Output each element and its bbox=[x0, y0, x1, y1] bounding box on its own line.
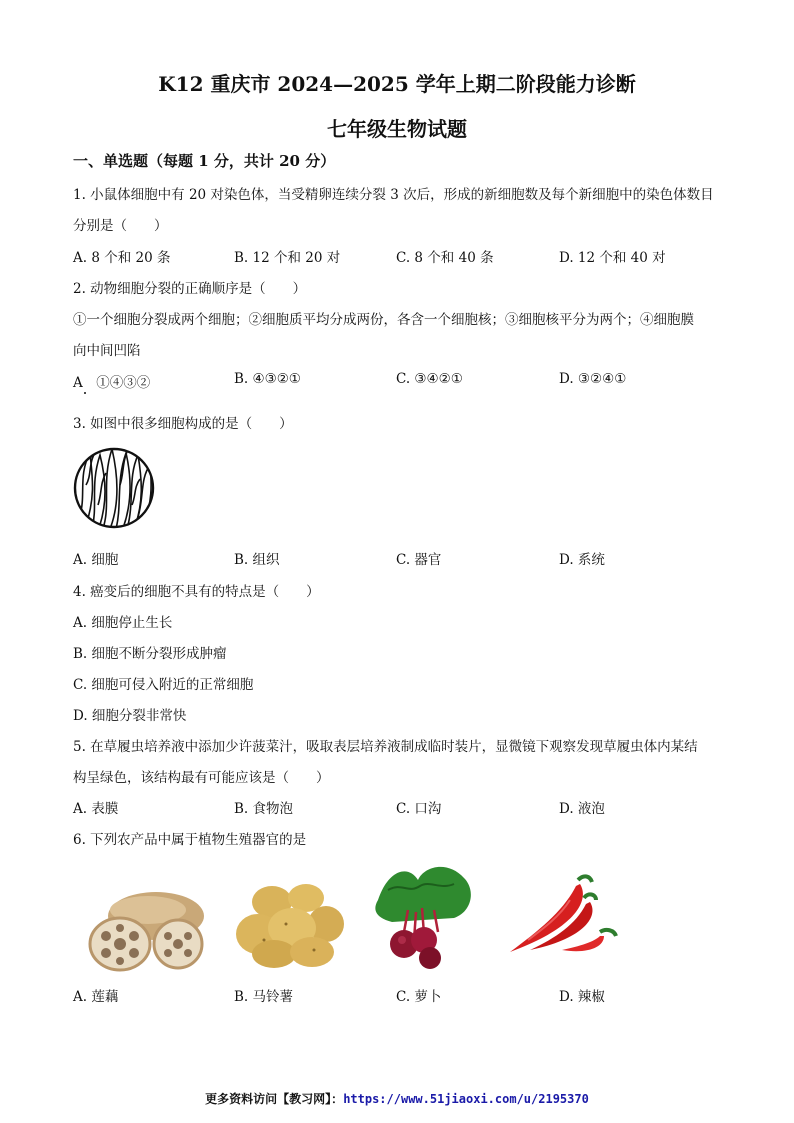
question-2-line-1: 2. 动物细胞分裂的正确顺序是（ ） bbox=[73, 281, 307, 297]
stray-dot bbox=[84, 392, 86, 394]
question-6-option-d: D. 辣椒 bbox=[559, 989, 605, 1005]
question-2-option-b: B. ④③②① bbox=[234, 371, 301, 387]
question-4-line-1: 4. 癌变后的细胞不具有的特点是（ ） bbox=[73, 584, 320, 600]
question-2-option-d: D. ③②④① bbox=[559, 371, 627, 387]
question-1-line-2: 分别是（ ） bbox=[73, 218, 168, 234]
question-3-option-c: C. 器官 bbox=[396, 552, 442, 568]
potato-image bbox=[234, 880, 349, 970]
question-1-option-c: C. 8 个和 40 条 bbox=[396, 250, 494, 266]
question-4-option-b: B. 细胞不断分裂形成肿瘤 bbox=[73, 646, 227, 662]
question-2-option-c: C. ③④②① bbox=[396, 371, 463, 387]
question-6-option-a: A. 莲藕 bbox=[73, 989, 119, 1005]
question-3-option-a: A. 细胞 bbox=[73, 552, 119, 568]
question-1-option-a: A. 8 个和 20 条 bbox=[73, 250, 171, 266]
question-5-option-d: D. 液泡 bbox=[559, 801, 605, 817]
exam-subtitle: 七年级生物试题 bbox=[327, 117, 467, 141]
footer bbox=[0, 1090, 794, 1107]
question-3-line-1: 3. 如图中很多细胞构成的是（ ） bbox=[73, 416, 293, 432]
question-4-option-a: A. 细胞停止生长 bbox=[73, 615, 173, 631]
exam-title: K12 重庆市 2024—2025 学年上期二阶段能力诊断 bbox=[158, 72, 636, 96]
beet-image bbox=[368, 860, 478, 972]
question-4-option-d: D. 细胞分裂非常快 bbox=[73, 708, 187, 724]
question-6-option-b: B. 马铃薯 bbox=[234, 989, 294, 1005]
question-5-option-c: C. 口沟 bbox=[396, 801, 442, 817]
question-2-option-a: A ①④③② bbox=[73, 375, 151, 391]
question-3-option-b: B. 组织 bbox=[234, 552, 280, 568]
question-5-line-2: 构呈绿色，该结构最有可能应该是（ ） bbox=[73, 770, 330, 786]
question-1-line-1: 1. 小鼠体细胞中有 20 对染色体，当受精卵连续分裂 3 次后，形成的新细胞数及每个新细胞中的染色体数目 bbox=[73, 187, 714, 203]
question-2-line-2: ①一个细胞分裂成两个细胞；②细胞质平均分成两份，各含一个细胞核；③细胞核平分为两个；④细胞膜 bbox=[73, 312, 694, 328]
question-3-option-d: D. 系统 bbox=[559, 552, 605, 568]
question-5-option-b: B. 食物泡 bbox=[234, 801, 294, 817]
question-2-line-3: 向中间凹陷 bbox=[73, 343, 141, 359]
section-heading: 一、单选题（每题 1 分，共计 20 分） bbox=[73, 152, 336, 170]
tissue-diagram-image bbox=[72, 445, 156, 531]
question-6-option-c: C. 萝卜 bbox=[396, 989, 442, 1005]
footer-link[interactable]: https://www.51jiaoxi.com/u/2195370 bbox=[343, 1092, 589, 1106]
question-4-option-c: C. 细胞可侵入附近的正常细胞 bbox=[73, 677, 254, 693]
lotus-root-image bbox=[78, 886, 208, 974]
question-1-option-d: D. 12 个和 40 对 bbox=[559, 250, 666, 266]
chili-pepper-image bbox=[500, 870, 625, 960]
question-1-option-b: B. 12 个和 20 对 bbox=[234, 250, 341, 266]
footer-prefix: 更多资料访问【教习网】： bbox=[205, 1092, 344, 1106]
question-6-line-1: 6. 下列农产品中属于植物生殖器官的是 bbox=[73, 832, 307, 848]
question-5-option-a: A. 表膜 bbox=[73, 801, 119, 817]
question-5-line-1: 5. 在草履虫培养液中添加少许菠菜汁，吸取表层培养液制成临时装片，显微镜下观察发现草履虫体内某结 bbox=[73, 739, 698, 755]
